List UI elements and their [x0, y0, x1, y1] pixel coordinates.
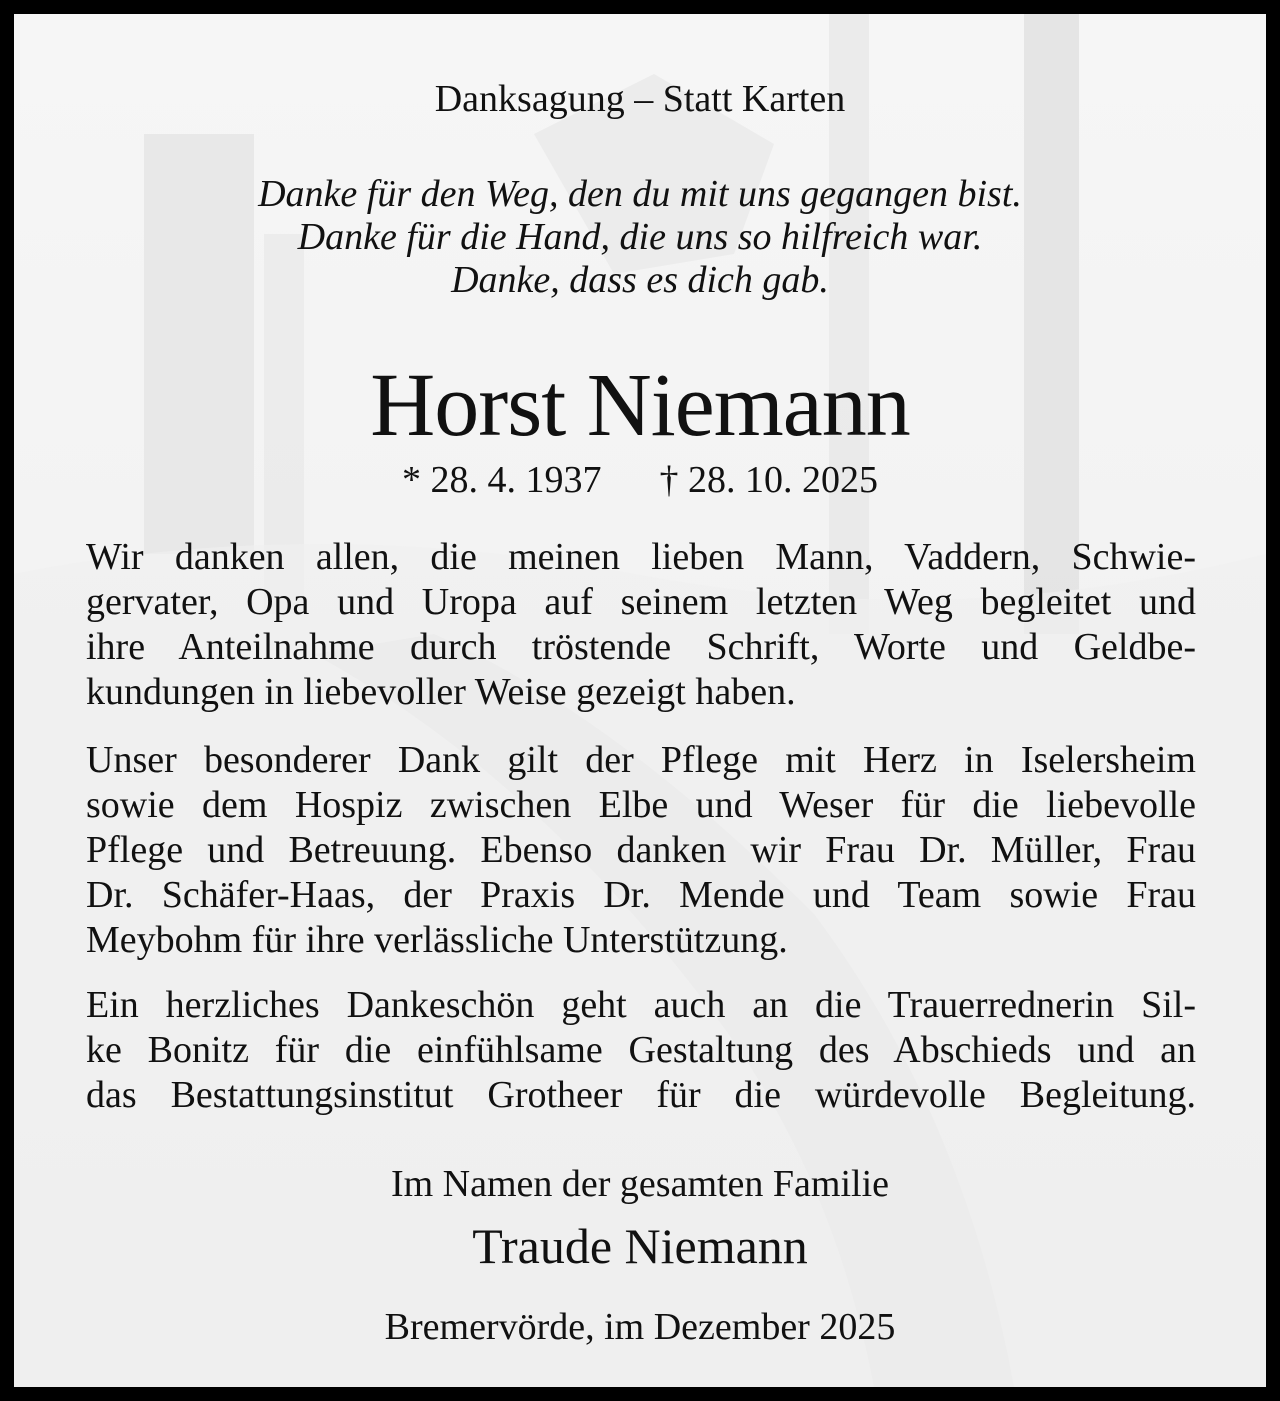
paragraph-line: gervater, Opa und Uropa auf seinem letzten Weg begleitet und [86, 581, 1196, 623]
paragraph-line: ke Bonitz für die einfühlsame Gestaltung des Abschieds und an [86, 1029, 1196, 1071]
place-date: Bremervörde, im Dezember 2025 [384, 1306, 896, 1348]
signer-name: Traude Niemann [472, 1218, 808, 1274]
verse-line: Danke für den Weg, den du mit uns gegangen bist. [258, 173, 1022, 215]
paragraph-line: Ein herzliches Dankeschön geht auch an die Trauerrednerin Sil- [86, 984, 1196, 1026]
thanks-paragraph [86, 983, 1196, 1118]
verse [14, 173, 1266, 302]
notice-heading: Danksagung – Statt Karten [434, 78, 846, 120]
deceased-name: Horst Niemann [370, 356, 910, 455]
paragraph-line: Pflege und Betreuung. Ebenso danken wir Frau Dr. Müller, Frau [86, 829, 1196, 871]
paragraph-line: Wir danken allen, die meinen lieben Mann, Vaddern, Schwie- [86, 536, 1196, 578]
notice-content [14, 14, 1266, 1387]
verse-line: Danke für die Hand, die uns so hilfreich war. [297, 216, 983, 258]
birth-date: * 28. 4. 1937 [402, 459, 602, 501]
verse-line: Danke, dass es dich gab. [451, 259, 829, 301]
paragraph-line: das Bestattungsinstitut Grotheer für die würdevolle Begleitung. [86, 1074, 1196, 1116]
paragraph-line: kundungen in liebevoller Weise gezeigt haben. [86, 671, 796, 713]
paragraph-line: Unser besonderer Dank gilt der Pflege mit Herz in Iselersheim [86, 739, 1196, 781]
death-date: † 28. 10. 2025 [659, 459, 878, 501]
thanks-paragraph [86, 738, 1196, 963]
closing-line: Im Namen der gesamten Familie [390, 1163, 890, 1205]
paragraph-line: Dr. Schäfer-Haas, der Praxis Dr. Mende und Team sowie Frau [86, 874, 1196, 916]
paragraph-line: sowie dem Hospiz zwischen Elbe und Weser für die liebevolle [86, 784, 1196, 826]
paragraph-line: ihre Anteilnahme durch tröstende Schrift, Worte und Geldbe- [86, 626, 1196, 668]
life-dates [14, 457, 1266, 503]
thanks-paragraph [86, 535, 1196, 715]
paragraph-line: Meybohm für ihre verlässliche Unterstützung. [86, 919, 788, 961]
